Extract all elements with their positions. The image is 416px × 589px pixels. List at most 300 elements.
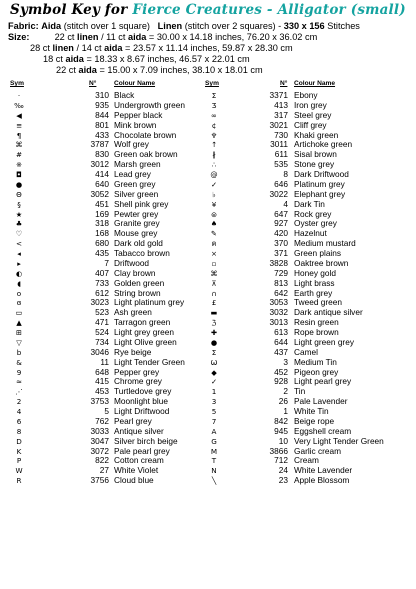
- key-row: [10, 447, 210, 457]
- floss-number: 2: [283, 386, 288, 397]
- floss-number: 3023: [90, 297, 109, 308]
- fabric-aida-note: (stitch over 1 square): [63, 21, 150, 31]
- symbol-icon: 9: [16, 367, 22, 377]
- floss-number: 927: [274, 218, 288, 229]
- colour-name: Garlic cream: [294, 445, 342, 456]
- colour-name: Resin green: [294, 317, 339, 328]
- size-pre: 22 ct: [54, 32, 75, 42]
- key-row: [10, 338, 210, 348]
- key-row: [10, 358, 210, 368]
- size-fabric-aida: aida: [78, 65, 97, 75]
- symbol-icon: #: [15, 150, 23, 160]
- colour-name: Oaktree brown: [294, 257, 349, 268]
- colour-name: Tin: [294, 386, 306, 397]
- colour-name: Light Driftwood: [114, 406, 170, 416]
- symbol-icon: ◘: [16, 170, 22, 179]
- symbol-icon: <: [15, 239, 23, 249]
- symbol-icon: ♆: [210, 130, 218, 140]
- key-row: [10, 397, 210, 407]
- colour-name: Pale Lavender: [294, 396, 348, 407]
- floss-number: 648: [95, 366, 109, 377]
- symbol-icon: 7: [211, 416, 217, 426]
- colour-name: Sisal brown: [294, 149, 337, 160]
- colour-name: Antique silver: [114, 425, 164, 436]
- symbol-icon: ▸: [17, 258, 21, 268]
- symbol-icon: ♠: [210, 219, 218, 229]
- floss-number: 822: [95, 455, 109, 466]
- symbol-icon: K: [16, 446, 22, 456]
- title-prefix: Symbol Key for: [10, 2, 128, 18]
- symbol-icon: ∦: [212, 150, 216, 160]
- key-row: [10, 407, 210, 417]
- size-mid: / 14 ct: [76, 43, 102, 53]
- colour-name: Light brass: [294, 277, 335, 288]
- page-title: [10, 2, 410, 18]
- symbol-icon: £: [211, 298, 217, 308]
- colour-name: Pepper grey: [114, 366, 160, 377]
- colour-name: Honey gold: [294, 267, 336, 278]
- floss-number: 371: [274, 248, 288, 258]
- colour-name: Light platinum grey: [114, 297, 185, 308]
- colour-name: Clay brown: [114, 267, 156, 278]
- floss-number: 11: [100, 356, 109, 367]
- floss-number: 24: [278, 465, 288, 476]
- floss-number: 680: [95, 238, 109, 249]
- colour-name: Very Light Tender Green: [294, 435, 384, 446]
- floss-number: 23: [278, 475, 288, 486]
- symbol-icon: b: [16, 347, 22, 357]
- size-dimensions: = 30.00 x 14.18 inches, 76.20 x 36.02 cm: [148, 32, 318, 42]
- symbol-key-table-left: [10, 91, 210, 486]
- floss-number: 5: [104, 406, 109, 416]
- floss-number: 318: [95, 218, 109, 229]
- size-line: [56, 65, 416, 76]
- key-row: [10, 466, 210, 476]
- floss-number: 729: [274, 267, 288, 278]
- key-row: [10, 298, 210, 308]
- floss-number: 611: [274, 149, 288, 160]
- size-dimensions: = 23.57 x 11.14 inches, 59.87 x 28.30 cm: [125, 43, 293, 53]
- colour-name: Cream: [294, 455, 319, 466]
- colour-name: White Lavender: [294, 465, 353, 476]
- floss-number: 168: [95, 228, 109, 239]
- floss-number: 3828: [269, 257, 288, 268]
- floss-number: 3371: [269, 90, 288, 100]
- key-row: [10, 427, 210, 437]
- colour-name: Green plains: [294, 248, 342, 258]
- symbol-icon: ⌘: [15, 140, 23, 150]
- floss-number: 844: [95, 109, 109, 120]
- colour-name: Light pearl grey: [294, 376, 352, 387]
- floss-number: 644: [274, 336, 288, 347]
- key-row: [10, 210, 210, 220]
- floss-number: 712: [274, 455, 288, 466]
- key-row: [10, 200, 210, 210]
- key-row: [10, 219, 210, 229]
- floss-number: 3866: [269, 445, 288, 456]
- symbol-icon: 1: [211, 387, 217, 397]
- floss-number: 733: [95, 277, 109, 288]
- symbol-icon: ●: [15, 179, 23, 189]
- symbol-icon: ◀: [16, 110, 22, 120]
- fabric-linen: Linen: [157, 21, 183, 31]
- key-row: [10, 229, 210, 239]
- colour-name: Light Olive green: [114, 336, 177, 347]
- floss-number: 640: [95, 178, 109, 189]
- colour-name: Stone grey: [294, 159, 335, 170]
- floss-number: 3046: [90, 346, 109, 357]
- colour-name: Dark Tin: [294, 198, 325, 209]
- key-row: [10, 190, 210, 200]
- floss-number: 813: [274, 277, 288, 288]
- floss-number: 310: [95, 90, 109, 100]
- size-pre: 28 ct: [30, 43, 50, 53]
- key-row: [10, 417, 210, 427]
- key-row: [10, 328, 210, 338]
- key-row: [10, 150, 210, 160]
- symbol-icon: ★: [15, 209, 23, 219]
- colour-name: Pewter grey: [114, 208, 159, 219]
- size-fabric-aida: aida: [65, 54, 84, 64]
- left-header-num: N°: [89, 80, 97, 87]
- symbol-icon: G: [211, 436, 217, 446]
- key-row: [10, 387, 210, 397]
- floss-number: 535: [274, 159, 288, 170]
- colour-name: Camel: [294, 346, 318, 357]
- right-header-num: N°: [280, 80, 288, 87]
- key-row: [10, 101, 210, 111]
- key-row: [10, 437, 210, 447]
- colour-name: Rye beige: [114, 346, 152, 357]
- symbol-icon: ✓: [210, 179, 218, 189]
- floss-number: 471: [95, 317, 109, 328]
- floss-number: 3756: [90, 475, 109, 486]
- floss-number: 928: [274, 376, 288, 387]
- symbol-icon: ╲: [211, 476, 217, 486]
- colour-name: Tabacco brown: [114, 248, 170, 258]
- symbol-icon: ▫: [211, 258, 217, 268]
- key-row: [10, 318, 210, 328]
- floss-number: 642: [274, 287, 288, 298]
- symbol-icon: @: [210, 170, 218, 179]
- colour-name: White Tin: [294, 406, 329, 416]
- colour-name: White Violet: [114, 465, 159, 476]
- left-header-sym: Sym: [10, 80, 24, 87]
- colour-name: Beige rope: [294, 415, 335, 426]
- symbol-icon: ⊞: [15, 328, 23, 337]
- stitch-unit: Stitches: [327, 21, 360, 31]
- symbol-icon: Σ: [211, 347, 217, 357]
- symbol-icon: ɞ: [16, 298, 22, 308]
- floss-number: 613: [274, 327, 288, 337]
- colour-name: Pale pearl grey: [114, 445, 170, 456]
- title-pattern-name: Fierce Creatures - Alligator (small): [132, 2, 406, 18]
- colour-name: Undergrowth green: [114, 99, 186, 110]
- symbol-icon: N: [211, 466, 217, 476]
- colour-name: Cotton cream: [114, 455, 164, 466]
- symbol-key-table-right: [205, 91, 405, 486]
- symbol-icon: 8: [16, 426, 22, 436]
- colour-name: Pearl grey: [114, 415, 152, 426]
- size-mid: / 11 ct: [101, 32, 126, 42]
- floss-number: 3013: [269, 317, 288, 328]
- floss-number: 3021: [269, 119, 288, 130]
- symbol-icon: ≈: [15, 377, 23, 387]
- size-line: [43, 54, 416, 65]
- colour-name: Oyster grey: [294, 218, 337, 229]
- symbol-icon: ≡: [15, 120, 23, 130]
- symbol-icon: ∞: [211, 110, 217, 120]
- colour-name: Golden green: [114, 277, 165, 288]
- symbol-icon: ✚: [210, 328, 218, 337]
- floss-number: 523: [95, 307, 109, 318]
- symbol-icon: ⊜: [210, 209, 218, 219]
- colour-name: Cliff grey: [294, 119, 327, 130]
- floss-number: 647: [274, 208, 288, 219]
- key-row: [10, 160, 210, 170]
- size-line: [30, 43, 416, 54]
- key-row: [10, 368, 210, 378]
- colour-name: Pepper black: [114, 109, 163, 120]
- symbol-icon: ⋰: [15, 387, 23, 397]
- left-header-name: Colour Name: [114, 80, 156, 87]
- symbol-icon: ▲: [16, 318, 22, 328]
- floss-number: 451: [95, 198, 109, 209]
- key-row: [10, 121, 210, 131]
- colour-name: Medium mustard: [294, 238, 356, 249]
- floss-number: 437: [274, 346, 288, 357]
- colour-name: Mink brown: [114, 119, 157, 130]
- right-header-name: Colour Name: [294, 80, 336, 87]
- floss-number: 317: [274, 109, 288, 120]
- floss-number: 452: [274, 366, 288, 377]
- floss-number: 842: [274, 415, 288, 426]
- floss-number: 3012: [90, 159, 109, 170]
- floss-number: 413: [274, 99, 288, 110]
- colour-name: Pigeon grey: [294, 366, 339, 377]
- colour-name: Black: [114, 90, 135, 100]
- key-row: [10, 269, 210, 279]
- fabric-label: Fabric:: [8, 21, 39, 31]
- colour-name: Earth grey: [294, 287, 333, 298]
- floss-number: 612: [95, 287, 109, 298]
- key-row: [10, 259, 210, 269]
- floss-number: 3022: [269, 188, 288, 199]
- symbol-icon: ※: [15, 160, 23, 170]
- colour-name: String brown: [114, 287, 161, 298]
- colour-name: Driftwood: [114, 257, 150, 268]
- floss-number: 734: [95, 336, 109, 347]
- colour-name: Light grey green: [114, 327, 174, 337]
- colour-name: Lead grey: [114, 169, 151, 179]
- symbol-icon: ♣: [15, 219, 23, 229]
- key-row: [10, 239, 210, 249]
- key-row: [10, 476, 210, 486]
- colour-name: Tweed green: [294, 297, 342, 308]
- stitch-count: 330 x 156: [283, 21, 325, 31]
- floss-number: 420: [274, 228, 288, 239]
- key-row: [10, 180, 210, 190]
- symbol-icon: P: [16, 456, 22, 466]
- symbol-icon: T: [211, 456, 217, 466]
- symbol-icon: ◂: [17, 249, 21, 258]
- symbol-icon: ¥: [211, 199, 217, 209]
- colour-name: Khaki green: [294, 129, 339, 140]
- floss-number: 935: [95, 99, 109, 110]
- colour-name: Marsh green: [114, 159, 161, 170]
- symbol-icon: ▭: [15, 308, 23, 318]
- key-row: [205, 377, 405, 387]
- symbol-icon: ♭: [212, 189, 216, 199]
- size-fabric-aida: aida: [127, 32, 147, 42]
- symbol-icon: ฅ: [211, 239, 217, 249]
- size-fabric: linen: [77, 32, 99, 42]
- floss-number: 453: [95, 386, 109, 397]
- symbol-icon: R: [16, 476, 22, 486]
- floss-number: 646: [274, 178, 288, 189]
- floss-number: 10: [278, 435, 288, 446]
- symbol-icon: ℨ: [211, 318, 217, 328]
- floss-number: 3052: [90, 188, 109, 199]
- symbol-icon: 2: [16, 397, 22, 407]
- symbol-icon: ∴: [211, 160, 217, 170]
- fabric-aida: Aida: [41, 21, 62, 31]
- colour-name: Ebony: [294, 90, 318, 100]
- colour-name: Shell pink grey: [114, 198, 169, 209]
- floss-number: 3033: [90, 425, 109, 436]
- symbol-icon: ↑: [210, 140, 218, 150]
- symbol-icon: 5: [211, 407, 217, 416]
- colour-name: Elephant grey: [294, 188, 346, 199]
- key-row: [10, 111, 210, 121]
- floss-number: 415: [95, 376, 109, 387]
- symbol-icon: Θ: [16, 189, 22, 199]
- floss-number: 3753: [90, 396, 109, 407]
- symbol-icon: ♡: [15, 229, 23, 239]
- symbol-icon: ·: [17, 91, 21, 100]
- key-row: [10, 377, 210, 387]
- colour-name: Turtledove grey: [114, 386, 172, 397]
- size-dimensions: = 18.33 x 8.67 inches, 46.57 x 22.01 cm: [86, 54, 250, 64]
- colour-name: Green oak brown: [114, 149, 178, 160]
- floss-number: 801: [95, 119, 109, 130]
- colour-name: Dark antique silver: [294, 307, 363, 318]
- symbol-icon: ✓: [210, 377, 218, 387]
- floss-number: 7: [104, 257, 109, 268]
- symbol-icon: ¢: [211, 120, 217, 130]
- symbol-icon: 3: [211, 397, 217, 407]
- floss-number: 945: [274, 425, 288, 436]
- size-line: [8, 32, 416, 43]
- colour-name: Dark Driftwood: [294, 169, 349, 179]
- fabric-linen-note: (stitch over 2 squares): [184, 21, 276, 31]
- floss-number: 26: [278, 396, 288, 407]
- colour-name: Steel grey: [294, 109, 332, 120]
- symbol-icon: &: [16, 357, 22, 367]
- floss-number: 3047: [90, 435, 109, 446]
- floss-number: 433: [95, 129, 109, 140]
- symbol-icon: ‰: [14, 100, 24, 110]
- key-row: [205, 476, 405, 486]
- floss-number: 3072: [90, 445, 109, 456]
- colour-name: Eggshell cream: [294, 425, 352, 436]
- size-label: Size:: [8, 32, 30, 42]
- colour-name: Light Tender Green: [114, 356, 185, 367]
- symbol-icon: ◐: [15, 268, 23, 278]
- colour-name: Tarragon green: [114, 317, 171, 328]
- colour-name: Iron grey: [294, 99, 327, 110]
- floss-number: 27: [99, 465, 109, 476]
- floss-number: 3011: [270, 139, 288, 150]
- key-row: [10, 131, 210, 141]
- floss-number: 830: [95, 149, 109, 160]
- colour-name: Cloud blue: [114, 475, 154, 486]
- key-row: [10, 279, 210, 289]
- symbol-icon: Ʃ: [211, 91, 217, 100]
- floss-number: 414: [95, 169, 109, 179]
- symbol-icon: 6: [16, 416, 22, 426]
- colour-name: Ash green: [114, 307, 152, 318]
- symbol-icon: ▬: [210, 308, 218, 318]
- symbol-icon: ⌘: [210, 268, 218, 278]
- fabric-line: Fabric: Aida (stitch over 1 square) Linen (stitch over 2 squares) - 330 x 156 Stitches: [8, 21, 360, 31]
- symbol-icon: ∩: [211, 288, 217, 298]
- colour-name: Platinum grey: [294, 178, 345, 189]
- size-fabric-aida: aida: [104, 43, 123, 53]
- symbol-icon: D: [16, 436, 22, 446]
- symbol-icon: A: [211, 426, 217, 436]
- colour-name: Granite grey: [114, 218, 160, 229]
- symbol-icon: W: [15, 466, 23, 476]
- key-row: [10, 249, 210, 259]
- symbol-icon: M: [210, 446, 218, 456]
- colour-name: Light green grey: [294, 336, 354, 347]
- symbol-icon: ×: [210, 249, 218, 258]
- symbol-icon: ▽: [16, 337, 22, 347]
- size-fabric: linen: [52, 43, 74, 53]
- key-row: [10, 456, 210, 466]
- symbol-icon: Ӡ: [211, 100, 217, 110]
- floss-number: 407: [95, 267, 109, 278]
- floss-number: 435: [95, 248, 109, 258]
- size-dimensions: = 15.00 x 7.09 inches, 38.10 x 18.01 cm: [99, 65, 263, 75]
- symbol-icon: o: [16, 288, 22, 298]
- symbol-icon: ⊼: [211, 278, 217, 288]
- symbol-icon: ●: [210, 337, 218, 347]
- colour-name: Moonlight blue: [114, 396, 168, 407]
- colour-name: Silver green: [114, 188, 159, 199]
- floss-number: 3787: [90, 139, 109, 150]
- floss-number: 4: [283, 198, 288, 209]
- symbol-icon: ◖: [17, 278, 21, 288]
- colour-name: Mouse grey: [114, 228, 158, 239]
- floss-number: 1: [283, 406, 288, 416]
- colour-name: Apple Blossom: [294, 475, 350, 486]
- symbol-icon: §: [17, 199, 21, 209]
- symbol-icon: ◆: [211, 367, 217, 377]
- right-header-sym: Sym: [205, 80, 219, 87]
- floss-number: 762: [95, 415, 109, 426]
- size-mid: 18 ct: [43, 54, 63, 64]
- floss-number: 169: [95, 208, 109, 219]
- size-mid: 22 ct: [56, 65, 76, 75]
- floss-number: 3032: [269, 307, 288, 318]
- colour-name: Wolf grey: [114, 139, 149, 150]
- colour-name: Chocolate brown: [114, 129, 177, 140]
- floss-number: 8: [283, 169, 288, 179]
- colour-name: Dark old gold: [114, 238, 163, 249]
- colour-name: Medium Tin: [294, 356, 337, 367]
